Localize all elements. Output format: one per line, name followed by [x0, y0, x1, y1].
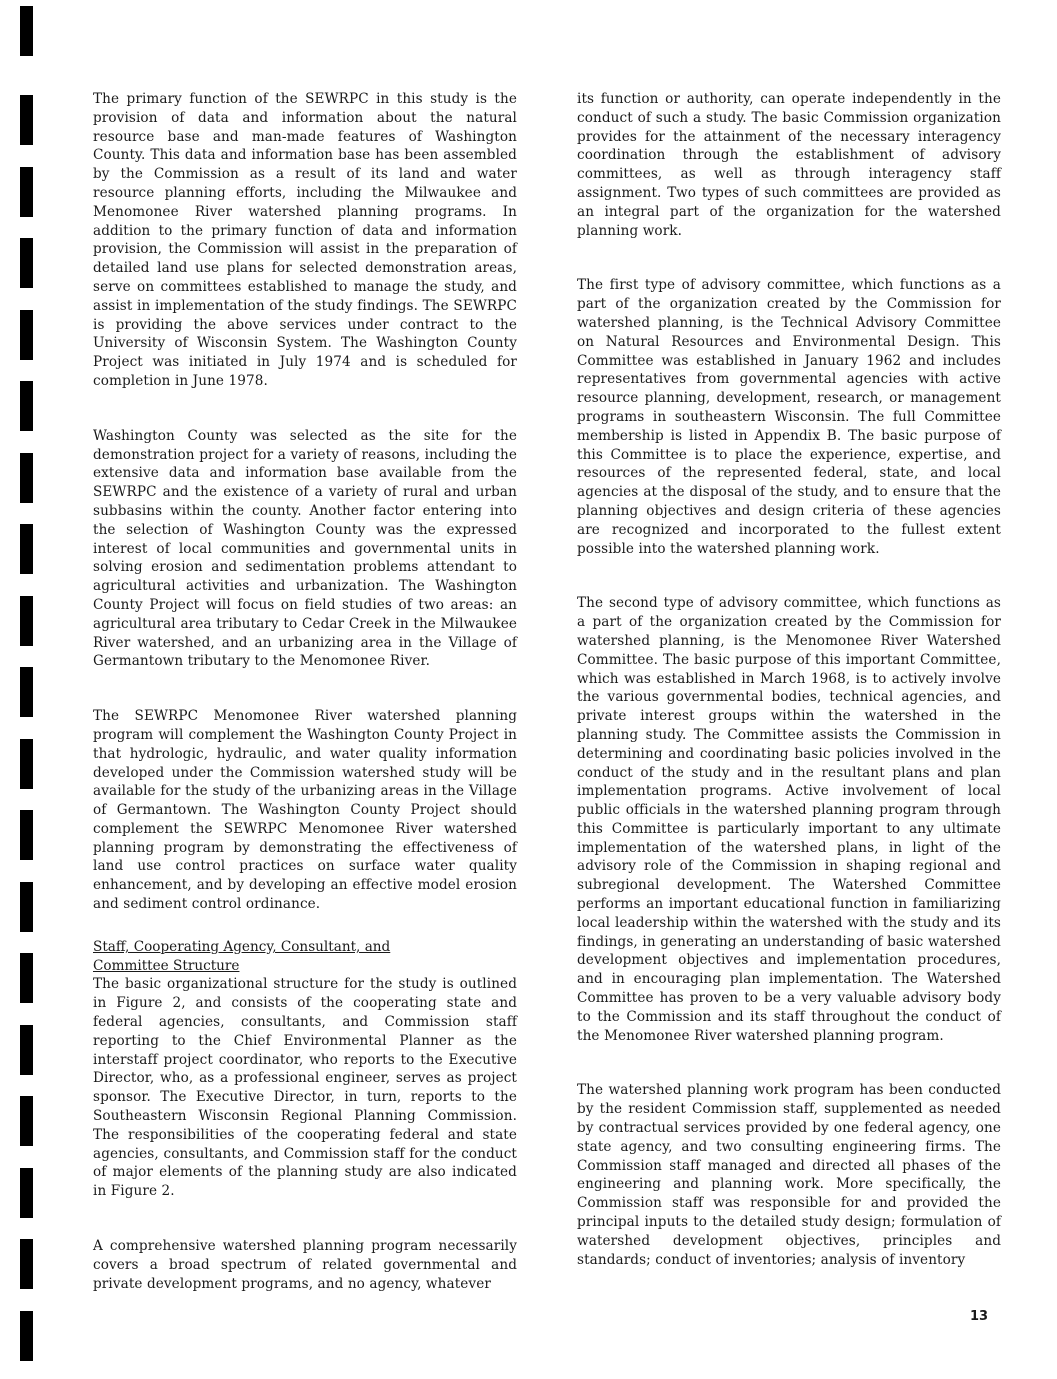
paragraph-watershed-committee: The second type of advisory committee, which functions as a part of the organization created by the Commission for watershed planning, is the Menomonee River Watershed Committee. The basic purpose of this important Committee, which was established in March 1968, is to actively involve the various governmental bodies, technical agencies, and private interest groups within the watershed in the planning study. The Committee assists the Commission in determining and coordinating basic policies involved in the conduct of the study and in the resultant plans and plan implementation programs. Active involvement of local public officials in the watershed planning program through this Committee is particularly important to any ultimate implementation of the watershed plans, in light of the advisory role of the Commission in shaping regional and subregional development. The Watershed Committee performs an important educational function in familiarizing local leadership within the watershed with the study and its findings, in generating an understanding of basic watershed development objectives and implementation procedures, and in encouraging plan implementation. The Watershed Committee has proven to be a very valuable advisory body to the Commission and its staff throughout the conduct of the Menomonee River watershed planning program. [577, 595, 1001, 1044]
paragraph-organizational-structure: The basic organizational structure for the study is outlined in Figure 2, and consists of the cooperating state and federal agencies, consultants, and Commission staff reporting to the Chief Environmental Planner as the interstaff project coordinator, who reports to the Executive Director, who, as a professional engineer, serves as project sponsor. The Executive Director, in turn, reports to the Southeastern Wisconsin Regional Planning Commission. The responsibilities of the cooperating federal and state agencies, consultants, and Commission staff for the conduct of major elements of the planning study are also indicated in Figure 2. [93, 976, 517, 1200]
binding-mark [20, 167, 33, 217]
binding-mark [20, 667, 33, 717]
binding-mark [20, 882, 33, 932]
binding-mark [20, 381, 33, 431]
binding-mark [20, 953, 33, 1003]
binding-mark [20, 524, 33, 574]
binding-mark [20, 310, 33, 360]
binding-mark [20, 1168, 33, 1218]
binding-mark [20, 453, 33, 503]
binding-mark [20, 810, 33, 860]
binding-marks [20, 0, 34, 1379]
paragraph-work-program: The watershed planning work program has been conducted by the resident Commission staff, supplemented as needed by contractual services provided by one federal agency, one state agency, and two consulting engineering firms. The Commission staff managed and directed all phases of the engineering and planning work. More specifically, the Commission staff was responsible for and provided the principal inputs to the detailed study design; formulation of watershed development objectives, principles and standards; conduct of inventories; analysis of inventory [577, 1082, 1001, 1268]
binding-mark [20, 95, 33, 145]
binding-mark [20, 1096, 33, 1146]
binding-mark [20, 596, 33, 646]
right-column [577, 90, 1001, 1269]
paragraph-technical-advisory-committee: The first type of advisory committee, which functions as a part of the organization created by the Commission for watershed planning, is the Technical Advisory Committee on Natural Resources and Environmental Design. This Committee was established in January 1962 and includes representatives from governmental agencies with active resource planning, development, research, or management programs in southeastern Wisconsin. The full Committee membership is listed in Appendix B. The basic purpose of this Committee is to place the experience, expertise, and resources of the represented federal, state, and local agencies at the disposal of the study, and to ensure that the planning objectives and design criteria of these agencies are recognized and incorporated to the fullest extent possible into the watershed planning work. [577, 277, 1001, 557]
paragraph-sewrpc-function: The primary function of the SEWRPC in this study is the provision of data and information about the natural resource base and man-made features of Washington County. This data and information base has been assembled by the Commission as a result of its land and water resource planning efforts, including the Milwaukee and Menomonee River watershed planning programs. In addition to the primary function of data and information provision, the Commission will assist in the preparation of detailed land use plans for selected demonstration areas, serve on committees established to manage the study, and assist in implementation of the study findings. The SEWRPC is providing the above services under contract to the University of Wisconsin System. The Washington County Project was initiated in July 1974 and is scheduled for completion in June 1978. [93, 91, 517, 389]
binding-mark [20, 1311, 33, 1361]
binding-mark [20, 6, 33, 56]
left-column [93, 90, 517, 1293]
page-number: 13 [970, 1309, 989, 1324]
binding-mark [20, 739, 33, 789]
binding-mark [20, 1025, 33, 1075]
paragraph-comprehensive-program: A comprehensive watershed planning program necessarily covers a broad spectrum of related governmental and private development programs, and no agency, whatever [93, 1238, 517, 1292]
binding-mark [20, 238, 33, 288]
paragraph-program-complement: The SEWRPC Menomonee River watershed planning program will complement the Washington County Project in that hydrologic, hydraulic, and water quality information developed under the Commission watershed study will be available for the study of the urbanizing areas in the Village of Germantown. The Washington County Project should complement the SEWRPC Menomonee River watershed planning program by demonstrating the effectiveness of land use control practices on surface water quality enhancement, and by developing an effective model erosion and sediment control ordinance. [93, 708, 517, 913]
section-heading-line2: Committee Structure [93, 957, 240, 974]
paragraph-agency-authority: its function or authority, can operate independently in the conduct of such a study. The basic Commission organization provides for the attainment of the necessary interagency coordination through the establishment of advisory committees, as well as through interagency staff assignment. Two types of such committees are provided as an integral part of the organization for the watershed planning work. [577, 91, 1001, 239]
section-heading [93, 938, 517, 976]
paragraph-site-selection: Washington County was selected as the site for the demonstration project for a variety of reasons, including the extensive data and information base available from the SEWRPC and the existence of a variety of rural and urban subbasins within the county. Another factor entering into the selection of Washington County was the expressed interest of local communities and governmental units in solving erosion and sedimentation problems attendant to agricultural activities and urbanization. The Washington County Project will focus on field studies of two areas: an agricultural area tributary to Cedar Creek in the Milwaukee River watershed, and an urbanizing area in the Village of Germantown tributary to the Menomonee River. [93, 427, 517, 670]
binding-mark [20, 1239, 33, 1289]
section-heading-line1: Staff, Cooperating Agency, Consultant, and [93, 938, 391, 955]
